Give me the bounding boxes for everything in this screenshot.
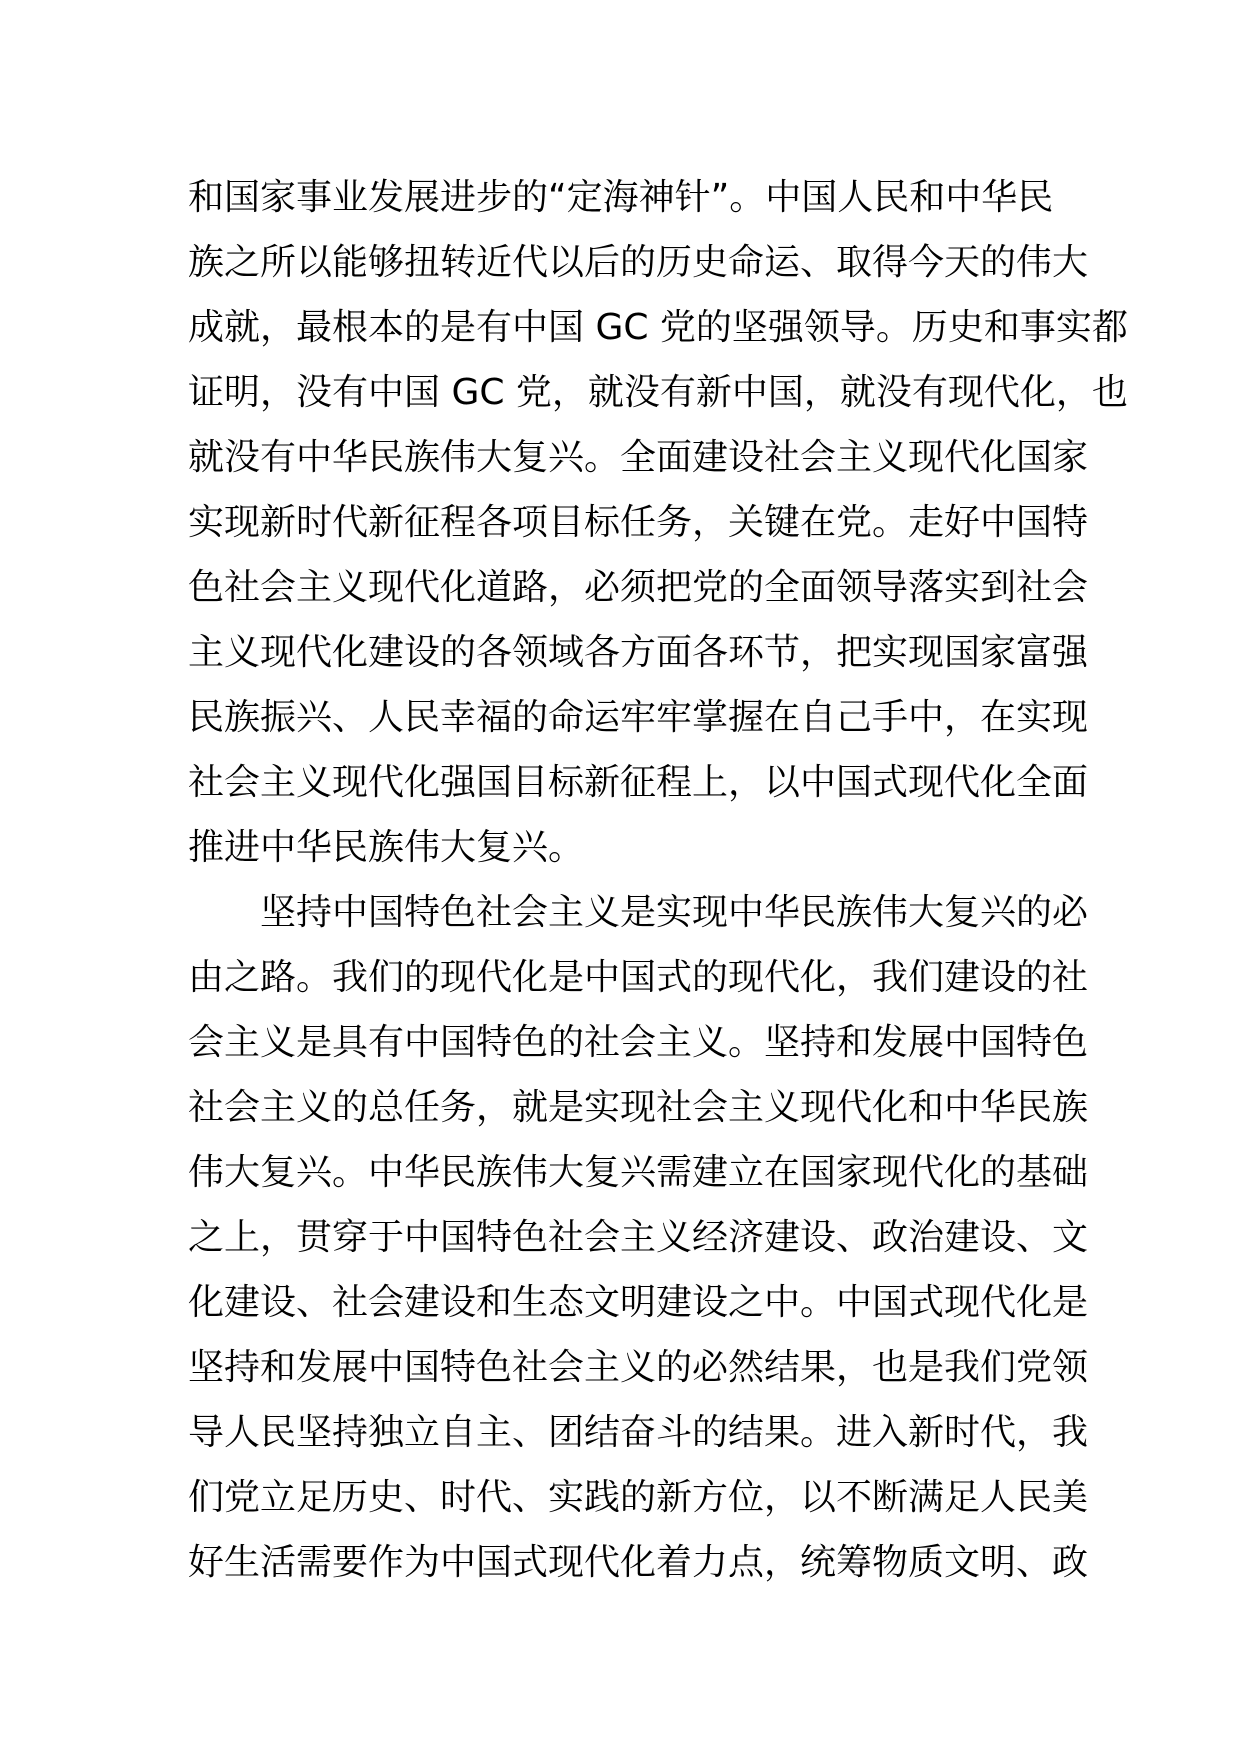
text-line: 社会主义现代化强国目标新征程上，以中国式现代化全面: [188, 762, 1089, 803]
text-line: 由之路。我们的现代化是中国式的现代化，我们建设的社: [188, 957, 1089, 998]
text-line: 坚持和发展中国特色社会主义的必然结果，也是我们党领: [188, 1347, 1089, 1388]
text-line: 们党立足历史、时代、实践的新方位，以不断满足人民美: [188, 1477, 1089, 1518]
paragraph-2: [188, 880, 1089, 1595]
text-line: 好生活需要作为中国式现代化着力点，统筹物质文明、政: [188, 1542, 1089, 1583]
text-line: 和国家事业发展进步的“定海神针”。中国人民和中华民: [188, 177, 1054, 218]
text-line: 之上，贯穿于中国特色社会主义经济建设、政治建设、文: [188, 1217, 1089, 1258]
text-line: 族之所以能够扭转近代以后的历史命运、取得今天的伟大: [188, 242, 1089, 283]
text-line: 民族振兴、人民幸福的命运牢牢掌握在自己手中，在实现: [188, 697, 1089, 738]
text-line: 证明，没有中国 GC 党，就没有新中国，就没有现代化，也: [188, 372, 1128, 413]
text-line: 成就，最根本的是有中国 GC 党的坚强领导。历史和事实都: [188, 307, 1128, 348]
text-line: 就没有中华民族伟大复兴。全面建设社会主义现代化国家: [188, 437, 1089, 478]
document-body: [188, 165, 1128, 1595]
text-line: 会主义是具有中国特色的社会主义。坚持和发展中国特色: [188, 1022, 1089, 1063]
text-line: 伟大复兴。中华民族伟大复兴需建立在国家现代化的基础: [188, 1152, 1089, 1193]
text-line: 社会主义的总任务，就是实现社会主义现代化和中华民族: [188, 1087, 1089, 1128]
text-line: 导人民坚持独立自主、团结奋斗的结果。进入新时代，我: [188, 1412, 1089, 1453]
text-line: 坚持中国特色社会主义是实现中华民族伟大复兴的必: [260, 892, 1089, 933]
text-line: 实现新时代新征程各项目标任务，关键在党。走好中国特: [188, 502, 1089, 543]
text-line: 主义现代化建设的各领域各方面各环节，把实现国家富强: [188, 632, 1089, 673]
paragraph-1: [188, 165, 1128, 880]
text-line: 化建设、社会建设和生态文明建设之中。中国式现代化是: [188, 1282, 1089, 1323]
text-line: 推进中华民族伟大复兴。: [188, 827, 585, 868]
text-line: 色社会主义现代化道路，必须把党的全面领导落实到社会: [188, 567, 1089, 608]
